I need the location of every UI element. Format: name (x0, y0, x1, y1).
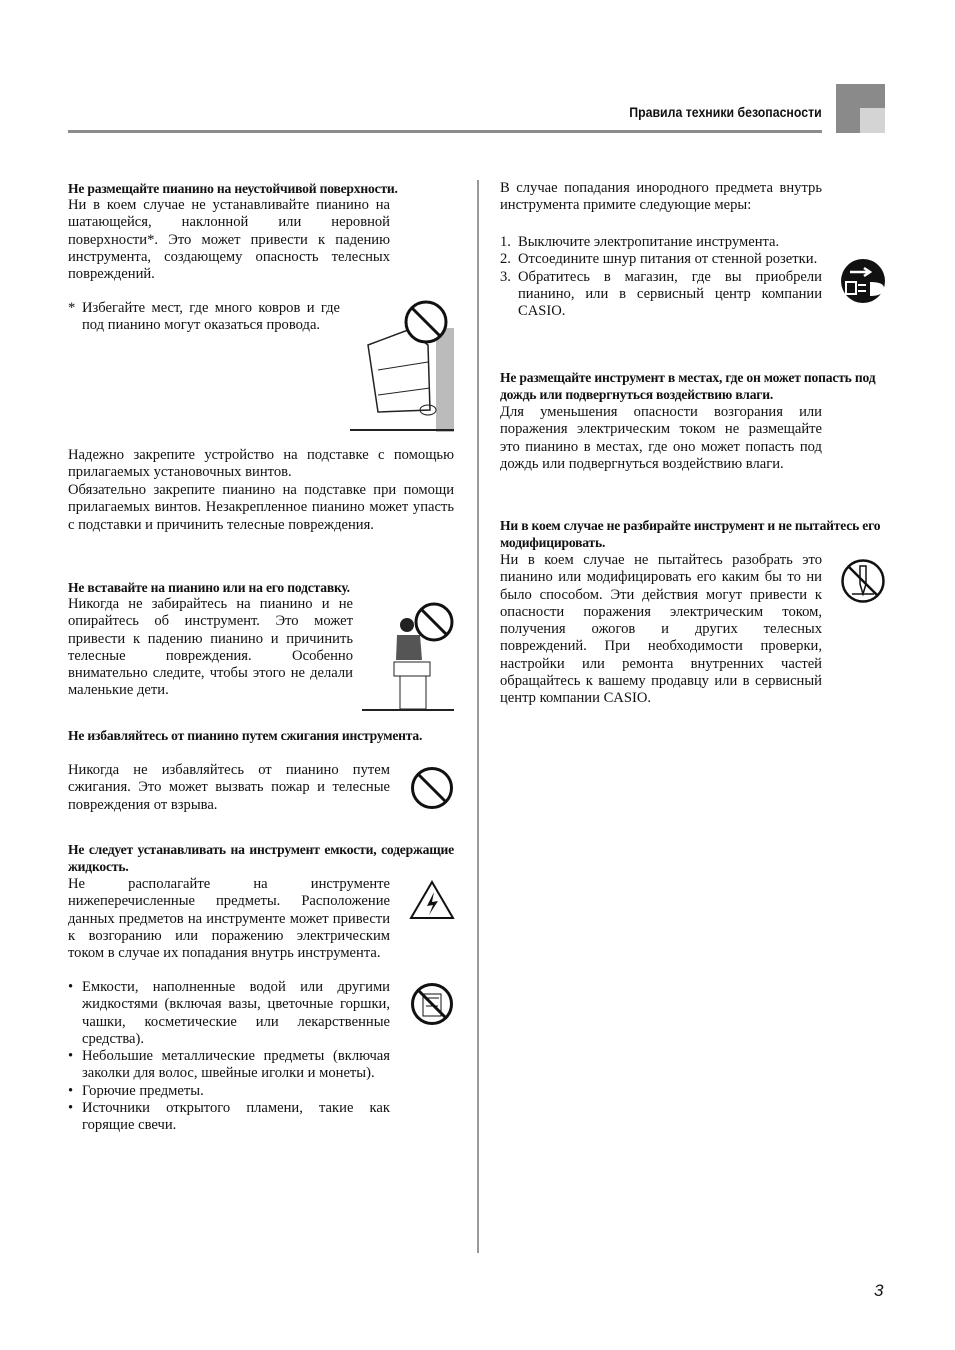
corner-tab-decoration-light (860, 108, 885, 133)
prohibited-items-list (68, 979, 390, 1135)
heading-no-liquids: Не следует устанавливать на инструмент емкости, содержащие жидкость. (68, 842, 454, 875)
unplug-icon (840, 258, 886, 304)
heading-do-not-climb: Не вставайте на пианино или на его подставку. (68, 580, 350, 595)
foreign-object-steps (500, 234, 822, 320)
body-do-not-climb: Никогда не забирайтесь на пианино и не опирайтесь об инструмент. Это может привести к падению пианино и причинить телесные повреждения. Особенно внимательно следите, чтобы этого не делали маленькие дети. (68, 596, 353, 699)
section-header-title: Правила техники безопасности (629, 104, 822, 120)
body-do-not-burn: Никогда не избавляйтесь от пианино путем сжигания. Это может вызвать пожар и телесные повреждения от взрыва. (68, 762, 390, 813)
header-rule (68, 130, 822, 133)
body-unstable-surface: Ни в коем случае не устанавливайте пианино на шатающейся, наклонной или неровной поверхности*. Это может привести к падению инструмента, создающему опасность телесных повреждений. (68, 197, 390, 283)
list-item: • Емкости, наполненные водой или другими жидкостями (включая вазы, цветочные горшки, чашки, косметические или лекарственные средства). (68, 979, 390, 1047)
list-item: • Горючие предметы. (68, 1082, 204, 1099)
heading-unstable-surface: Не размещайте пианино на неустойчивой поверхности. (68, 181, 398, 196)
page-number: 3 (874, 1281, 884, 1300)
no-liquid-containers-icon (410, 982, 454, 1026)
body-mount-screws-2: Обязательно закрепите пианино на подставке при помощи прилагаемых винтов. Незакрепленное пианино может упасть с подставки и причинить телесные повреждения. (68, 482, 454, 533)
footnote (68, 300, 340, 335)
piano-on-carpet-illustration (348, 300, 454, 432)
list-item: • Источники открытого пламени, такие как горящие свечи. (68, 1100, 390, 1134)
footnote-mark: * (68, 300, 76, 316)
footnote-text: Избегайте мест, где много ковров и где под пианино могут оказаться провода. (82, 300, 340, 334)
body-mount-screws-1: Надежно закрепите устройство на подставке с помощью прилагаемых установочных винтов. (68, 447, 454, 481)
step-item: 2. Отсоедините шнур питания от стенной розетки. (500, 251, 818, 268)
body-no-moisture: Для уменьшения опасности возгорания или поражения электрическим током не размещайте это пианино в местах, где оно может попасть под дождь или подвергнуться воздействию влаги. (500, 404, 822, 472)
heading-no-moisture: Не размещайте инструмент в местах, где он может попасть под дождь или подвергнуться воздействию влаги. (500, 370, 876, 403)
no-disassembly-icon (840, 558, 886, 604)
prohibition-icon (410, 766, 454, 810)
step-item: 1. Выключите электропитание инструмента. (500, 234, 780, 250)
body-no-liquids: Не располагайте на инструменте нижеперечисленные предметы. Расположение данных предметов на инструменте может привести к возгоранию или поражению электрическим током в случае их попадания внутрь инструмента. (68, 876, 390, 962)
electric-shock-warning-icon (410, 880, 454, 920)
body-no-disassembly: Ни в коем случае не пытайтесь разобрать это пианино или модифицировать его каким бы то ни было способом. Эти действия могут привести к опасности поражения электрическим током, получения ожогов и других телесных повреждений. При необходимости проверки, настройки или ремонта внутренних частей обращайтесь к вашему продавцу или в сервисный центр компании CASIO. (500, 552, 822, 707)
list-item: • Небольшие металлические предметы (включая заколки для волос, швейные иголки и монеты). (68, 1048, 390, 1082)
step-item: 3. Обратитесь в магазин, где вы приобрели пианино, или в сервисный центр компании CASIO. (500, 268, 822, 320)
heading-do-not-burn: Не избавляйтесь от пианино путем сжигания инструмента. (68, 728, 423, 743)
child-climbing-illustration (362, 600, 454, 712)
heading-no-disassembly: Ни в коем случае не разбирайте инструмент и не пытайтесь его модифицировать. (500, 518, 881, 551)
column-divider (477, 180, 479, 1253)
body-foreign-object: В случае попадания инородного предмета внутрь инструмента примите следующие меры: (500, 180, 822, 214)
